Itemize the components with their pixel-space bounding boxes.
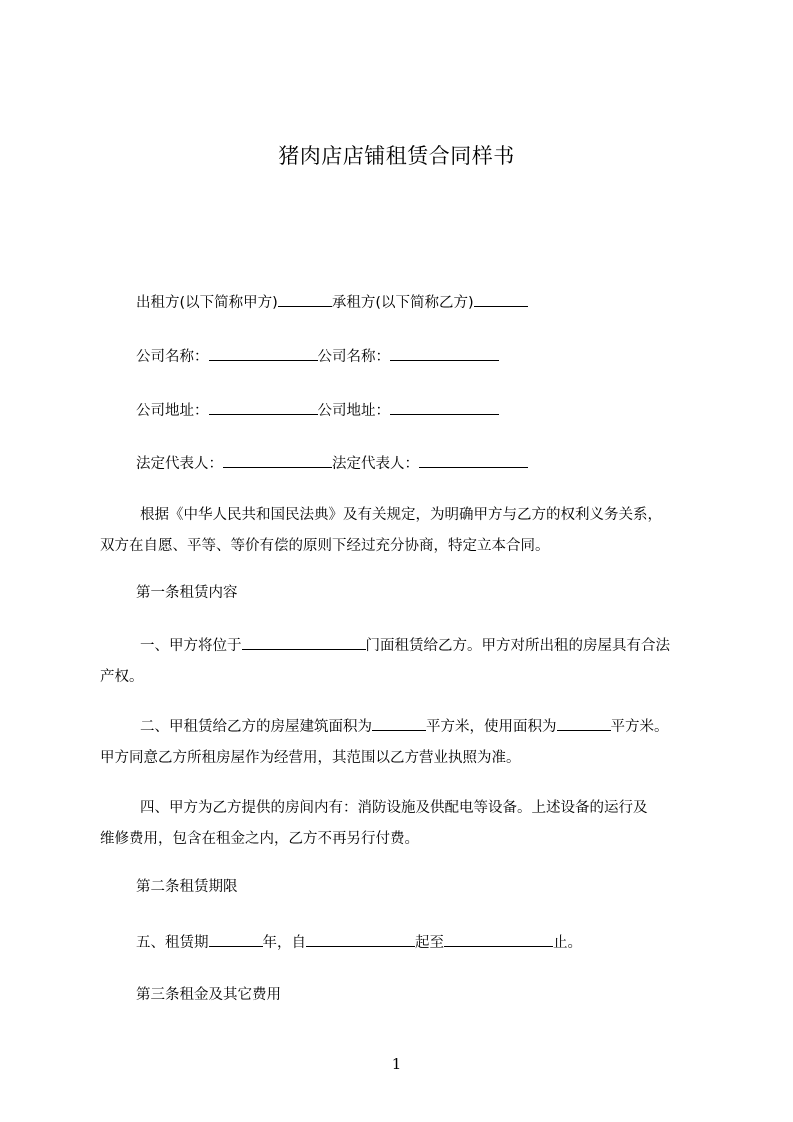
preamble-line-1: 根据《中华人民共和国民法典》及有关规定，为明确甲方与乙方的权利义务关系， — [140, 507, 662, 523]
item-2-suffix: 平方米。 — [610, 719, 669, 735]
item-1-prefix: 一、甲方将位于 — [140, 638, 242, 654]
lessee-company-address-blank[interactable] — [390, 399, 499, 415]
article-2-heading: 第二条租赁期限 — [136, 879, 238, 895]
location-blank[interactable] — [242, 634, 366, 650]
item-5-from-label: 起至 — [415, 935, 444, 951]
article-3-heading: 第三条租金及其它费用 — [136, 987, 281, 1003]
item-2-middle: 平方米，使用面积为 — [426, 719, 557, 735]
building-area-blank[interactable] — [372, 715, 426, 731]
lease-end-blank[interactable] — [444, 931, 553, 947]
company-address-line — [136, 399, 499, 421]
lessee-legal-rep-label: 法定代表人： — [332, 456, 419, 472]
lessor-blank[interactable] — [278, 291, 332, 307]
document-title: 猪肉店店铺租赁合同样书 — [278, 144, 515, 168]
lessee-company-name-label: 公司名称： — [317, 349, 390, 365]
lessee-company-address-label: 公司地址： — [317, 403, 390, 419]
lease-start-blank[interactable] — [306, 931, 415, 947]
lease-years-blank[interactable] — [209, 931, 263, 947]
parties-line — [136, 291, 528, 313]
lessee-blank[interactable] — [474, 291, 528, 307]
lessee-legal-rep-blank[interactable] — [419, 452, 528, 468]
preamble-line-2: 双方在自愿、平等、等价有偿的原则下经过充分协商，特定立本合同。 — [100, 538, 550, 554]
item-4-line-1: 四、甲方为乙方提供的房间内有：消防设施及供配电等设备。上述设备的运行及 — [140, 800, 648, 816]
lessor-company-name-blank[interactable] — [209, 345, 318, 361]
article-2-item-5 — [136, 931, 582, 953]
legal-rep-line — [136, 452, 528, 474]
article-1-heading: 第一条租赁内容 — [136, 585, 238, 601]
item-1-line-2: 产权。 — [100, 669, 144, 685]
preamble — [100, 500, 706, 562]
item-5-end-label: 止。 — [553, 935, 582, 951]
lessor-legal-rep-blank[interactable] — [223, 452, 332, 468]
lessor-company-name-label: 公司名称： — [136, 349, 209, 365]
item-5-prefix: 五、租赁期 — [136, 935, 209, 951]
company-name-line — [136, 345, 499, 367]
lessor-company-address-blank[interactable] — [209, 399, 318, 415]
page-number: 1 — [391, 1055, 402, 1073]
lessor-legal-rep-label: 法定代表人： — [136, 456, 223, 472]
lessor-company-address-label: 公司地址： — [136, 403, 209, 419]
lessee-company-name-blank[interactable] — [390, 345, 499, 361]
item-1-suffix: 门面租赁给乙方。甲方对所出租的房屋具有合法 — [365, 638, 670, 654]
item-2-line-1 — [100, 712, 706, 743]
article-1-item-1 — [100, 631, 706, 693]
item-5-year-unit: 年，自 — [262, 935, 306, 951]
article-1-item-2 — [100, 712, 706, 774]
item-1-line-1 — [100, 631, 706, 662]
item-2-prefix: 二、甲租赁给乙方的房屋建筑面积为 — [140, 719, 372, 735]
article-1-item-4 — [100, 793, 706, 855]
usable-area-blank[interactable] — [557, 715, 611, 731]
lessor-label: 出租方(以下简称甲方) — [136, 295, 278, 311]
lessee-label: 承租方(以下简称乙方) — [331, 295, 474, 311]
item-4-line-2: 维修费用，包含在租金之内，乙方不再另行付费。 — [100, 831, 419, 847]
item-2-line-2: 甲方同意乙方所租房屋作为经营用，其范围以乙方营业执照为准。 — [100, 750, 521, 766]
